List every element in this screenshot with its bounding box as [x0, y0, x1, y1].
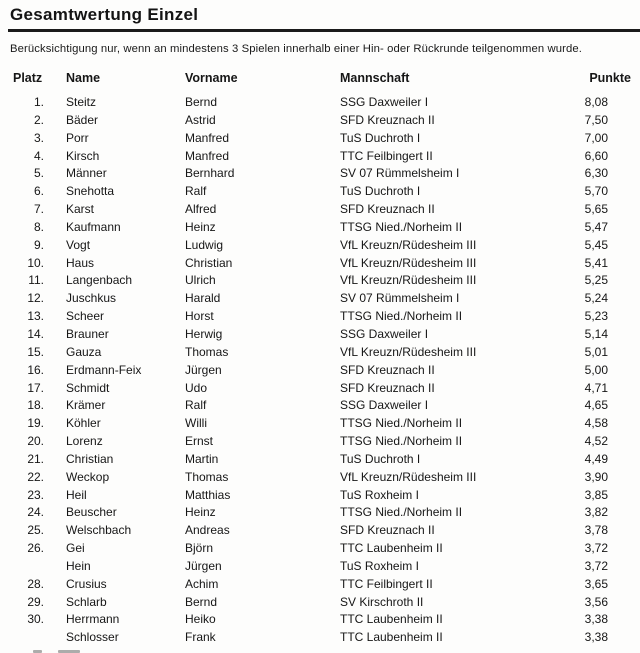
- cell-platz: 28.: [27, 576, 44, 591]
- cell-punkte: 3,56: [584, 594, 608, 609]
- cell-punkte: 3,78: [584, 523, 608, 538]
- cell-punkte: 6,60: [584, 148, 608, 163]
- cell-vorname: Herwig: [185, 326, 223, 341]
- cell-vorname: Willi: [185, 416, 207, 431]
- cell-platz: 14.: [27, 326, 44, 341]
- cell-vorname: Bernd: [185, 95, 218, 109]
- cell-mannschaft: TTC Feilbingert II: [340, 148, 433, 163]
- table-row: [0, 165, 640, 183]
- table-row: [0, 451, 640, 469]
- cell-punkte: 7,00: [584, 130, 608, 145]
- table-row: [0, 130, 640, 148]
- cell-platz: 9.: [33, 237, 44, 252]
- cell-vorname: Björn: [185, 541, 214, 556]
- table-body: [0, 94, 640, 647]
- cell-mannschaft: SFD Kreuznach II: [340, 380, 435, 395]
- table-row: [0, 219, 640, 237]
- table-row: [0, 290, 640, 308]
- cell-punkte: 3,72: [584, 541, 608, 556]
- cell-platz: 3.: [33, 130, 44, 145]
- cell-punkte: 3,85: [584, 487, 608, 502]
- table-row: [0, 344, 640, 362]
- cell-platz: 11.: [28, 273, 44, 288]
- cell-punkte: 5,01: [584, 344, 608, 359]
- cell-name: Erdmann-Feix: [66, 362, 142, 377]
- cell-vorname: Ralf: [185, 184, 207, 199]
- cell-name: Lorenz: [66, 434, 103, 449]
- cell-mannschaft: VfL Kreuzn/Rüdesheim III: [340, 237, 477, 252]
- eligibility-note: Berücksichtigung nur, wenn an mindestens 3 Spielen innerhalb einer Hin- oder Rückrunde teilgenommen wurde.: [10, 43, 583, 55]
- cell-name: Brauner: [66, 326, 109, 341]
- cell-punkte: 5,70: [584, 184, 608, 199]
- table-row: [0, 183, 640, 201]
- cell-mannschaft: SV Kirschroth II: [340, 594, 424, 609]
- column-header-punkte: Punkte: [589, 71, 631, 85]
- cell-name: Snehotta: [66, 184, 115, 199]
- cell-mannschaft: TTC Laubenheim II: [340, 630, 443, 645]
- cell-vorname: Ralf: [185, 398, 207, 413]
- table-row: [0, 504, 640, 522]
- cell-vorname: Ulrich: [185, 273, 216, 288]
- cell-vorname: Heiko: [185, 612, 216, 627]
- table-row: [0, 594, 640, 612]
- cell-name: Karst: [66, 202, 95, 217]
- cell-mannschaft: TuS Roxheim I: [340, 558, 419, 573]
- cell-punkte: 5,47: [584, 219, 608, 234]
- cell-name: Haus: [66, 255, 95, 270]
- cell-platz: 20.: [27, 434, 44, 449]
- cell-punkte: 5,00: [584, 362, 608, 377]
- table-row: [0, 397, 640, 415]
- cell-vorname: Jürgen: [185, 558, 222, 573]
- cell-vorname: Thomas: [185, 344, 229, 359]
- cell-platz: 22.: [27, 469, 44, 484]
- cell-vorname: Frank: [185, 630, 216, 645]
- table-row: [0, 558, 640, 576]
- table-row: [0, 487, 640, 505]
- cell-vorname: Bernhard: [185, 166, 235, 181]
- column-header-platz: Platz: [13, 71, 43, 85]
- cell-mannschaft: VfL Kreuzn/Rüdesheim III: [340, 469, 477, 484]
- table-row: [0, 201, 640, 219]
- cell-vorname: Achim: [185, 576, 219, 591]
- cell-punkte: 4,58: [584, 416, 608, 431]
- cell-platz: 7.: [33, 202, 44, 217]
- cell-name: Gei: [66, 541, 85, 556]
- cell-punkte: 4,52: [584, 434, 608, 449]
- cell-platz: 26.: [27, 541, 44, 556]
- cell-name: Crusius: [66, 576, 107, 591]
- table-header-row: [0, 71, 640, 93]
- cell-platz: 6.: [33, 184, 44, 199]
- column-header-name: Name: [66, 71, 101, 85]
- cell-vorname: Manfred: [185, 130, 230, 145]
- cell-vorname: Alfred: [185, 202, 217, 217]
- table-row: [0, 576, 640, 594]
- cell-name: Heil: [66, 487, 87, 502]
- cell-platz: 24.: [27, 505, 44, 520]
- table-row: [0, 629, 640, 647]
- cell-punkte: 3,38: [584, 612, 608, 627]
- cell-mannschaft: VfL Kreuzn/Rüdesheim III: [340, 273, 477, 288]
- cell-platz: 8.: [33, 219, 44, 234]
- table-row: [0, 255, 640, 273]
- cell-platz: 10.: [27, 255, 44, 270]
- cell-punkte: 4,49: [584, 451, 608, 466]
- cell-vorname: Horst: [185, 309, 214, 324]
- cell-vorname: Astrid: [185, 112, 216, 127]
- cell-platz: 1.: [33, 95, 44, 109]
- cell-mannschaft: TTSG Nied./Norheim II: [340, 434, 463, 449]
- table-row: [0, 362, 640, 380]
- cell-vorname: Thomas: [185, 469, 229, 484]
- cell-mannschaft: SFD Kreuznach II: [340, 523, 435, 538]
- cell-platz: 18.: [27, 398, 44, 413]
- cell-name: Männer: [66, 166, 107, 181]
- cell-vorname: Ernst: [185, 434, 214, 449]
- cell-punkte: 8,08: [584, 95, 608, 109]
- cell-name: Vogt: [66, 237, 91, 252]
- cell-name: Krämer: [66, 398, 106, 413]
- table-row: [0, 540, 640, 558]
- cell-vorname: Christian: [185, 255, 233, 270]
- cell-name: Beuscher: [66, 505, 117, 520]
- cell-name: Bäder: [66, 112, 99, 127]
- table-row: [0, 112, 640, 130]
- table-row: [0, 611, 640, 629]
- cell-punkte: 3,82: [584, 505, 608, 520]
- cell-mannschaft: VfL Kreuzn/Rüdesheim III: [340, 344, 477, 359]
- cell-mannschaft: TTC Laubenheim II: [340, 541, 443, 556]
- cell-mannschaft: SSG Daxweiler I: [340, 95, 429, 109]
- cell-name: Scheer: [66, 309, 105, 324]
- cell-mannschaft: TTSG Nied./Norheim II: [340, 505, 463, 520]
- cell-platz: 25.: [27, 523, 44, 538]
- cell-vorname: Matthias: [185, 487, 231, 502]
- cell-mannschaft: VfL Kreuzn/Rüdesheim III: [340, 255, 477, 270]
- cell-mannschaft: SV 07 Rümmelsheim I: [340, 166, 460, 181]
- table-row: [0, 522, 640, 540]
- cell-name: Weckop: [66, 469, 110, 484]
- cell-mannschaft: TuS Duchroth I: [340, 184, 421, 199]
- cell-punkte: 5,45: [584, 237, 608, 252]
- cell-name: Langenbach: [66, 273, 133, 288]
- cell-mannschaft: SFD Kreuznach II: [340, 362, 435, 377]
- cell-name: Kaufmann: [66, 219, 121, 234]
- cell-platz: 5.: [33, 166, 44, 181]
- column-header-mannschaft: Mannschaft: [340, 71, 410, 85]
- table-row: [0, 272, 640, 290]
- cell-punkte: 5,24: [584, 291, 608, 306]
- cell-name: Schlarb: [66, 594, 107, 609]
- cell-punkte: 3,90: [584, 469, 608, 484]
- cell-name: Porr: [66, 130, 89, 145]
- cell-vorname: Jürgen: [185, 362, 222, 377]
- table-row: [0, 148, 640, 166]
- cell-platz: 30.: [27, 612, 44, 627]
- cell-vorname: Udo: [185, 380, 208, 395]
- cell-mannschaft: SFD Kreuznach II: [340, 112, 435, 127]
- table-row: [0, 237, 640, 255]
- cell-mannschaft: SSG Daxweiler I: [340, 398, 429, 413]
- cell-name: Juschkus: [66, 291, 117, 306]
- cell-platz: 15.: [27, 344, 44, 359]
- cell-mannschaft: SSG Daxweiler I: [340, 326, 429, 341]
- cell-mannschaft: TTSG Nied./Norheim II: [340, 219, 463, 234]
- cell-mannschaft: TuS Roxheim I: [340, 487, 419, 502]
- cell-punkte: 6,30: [584, 166, 608, 181]
- table-row: [0, 469, 640, 487]
- cell-mannschaft: TTSG Nied./Norheim II: [340, 309, 463, 324]
- cell-punkte: 4,65: [584, 398, 608, 413]
- cell-platz: 12.: [27, 291, 44, 306]
- cell-platz: 4.: [33, 148, 44, 163]
- table-row: [0, 380, 640, 398]
- page-title: Gesamtwertung Einzel: [10, 5, 199, 24]
- cell-mannschaft: TTSG Nied./Norheim II: [340, 416, 463, 431]
- cell-platz: 17.: [27, 380, 44, 395]
- table-row: [0, 433, 640, 451]
- cell-name: Hein: [66, 558, 91, 573]
- column-header-vorname: Vorname: [185, 71, 238, 85]
- cell-vorname: Heinz: [185, 219, 216, 234]
- cell-platz: 13.: [27, 309, 44, 324]
- table-row: [0, 415, 640, 433]
- title-divider: [8, 29, 640, 32]
- cell-name: Gauza: [66, 344, 102, 359]
- cell-punkte: 5,65: [584, 202, 608, 217]
- cell-platz: 23.: [27, 487, 44, 502]
- cell-platz: 16.: [27, 362, 44, 377]
- cell-punkte: 5,25: [584, 273, 608, 288]
- ranking-table: [0, 71, 640, 647]
- cell-platz: 2.: [33, 112, 44, 127]
- table-row: [0, 326, 640, 344]
- cell-vorname: Bernd: [185, 594, 218, 609]
- table-row: [0, 94, 640, 112]
- cell-name: Kirsch: [66, 148, 100, 163]
- cell-platz: 29.: [27, 594, 44, 609]
- cell-mannschaft: TuS Duchroth I: [340, 451, 421, 466]
- cell-name: Schlosser: [66, 630, 119, 645]
- cell-punkte: 5,23: [584, 309, 608, 324]
- cell-punkte: 7,50: [584, 112, 608, 127]
- cell-platz: 19.: [27, 416, 44, 431]
- cell-vorname: Harald: [185, 291, 221, 306]
- cell-name: Köhler: [66, 416, 101, 431]
- cell-mannschaft: TTC Laubenheim II: [340, 612, 443, 627]
- cell-punkte: 5,14: [584, 326, 608, 341]
- cell-name: Welschbach: [66, 523, 132, 538]
- cell-mannschaft: SV 07 Rümmelsheim I: [340, 291, 460, 306]
- cell-name: Christian: [66, 451, 114, 466]
- cell-punkte: 3,72: [584, 558, 608, 573]
- cell-name: Steitz: [66, 95, 97, 109]
- cell-mannschaft: SFD Kreuznach II: [340, 202, 435, 217]
- cell-vorname: Andreas: [185, 523, 230, 538]
- cell-mannschaft: TTC Feilbingert II: [340, 576, 433, 591]
- cell-mannschaft: TuS Duchroth I: [340, 130, 421, 145]
- cell-punkte: 3,65: [584, 576, 608, 591]
- cell-vorname: Martin: [185, 451, 219, 466]
- cell-punkte: 3,38: [584, 630, 608, 645]
- cell-vorname: Ludwig: [185, 237, 224, 252]
- cell-name: Schmidt: [66, 380, 110, 395]
- cell-name: Herrmann: [66, 612, 120, 627]
- cell-vorname: Heinz: [185, 505, 216, 520]
- cell-platz: 21.: [27, 451, 44, 466]
- cell-punkte: 4,71: [584, 380, 608, 395]
- table-row: [0, 308, 640, 326]
- cell-vorname: Manfred: [185, 148, 230, 163]
- cell-punkte: 5,41: [584, 255, 608, 270]
